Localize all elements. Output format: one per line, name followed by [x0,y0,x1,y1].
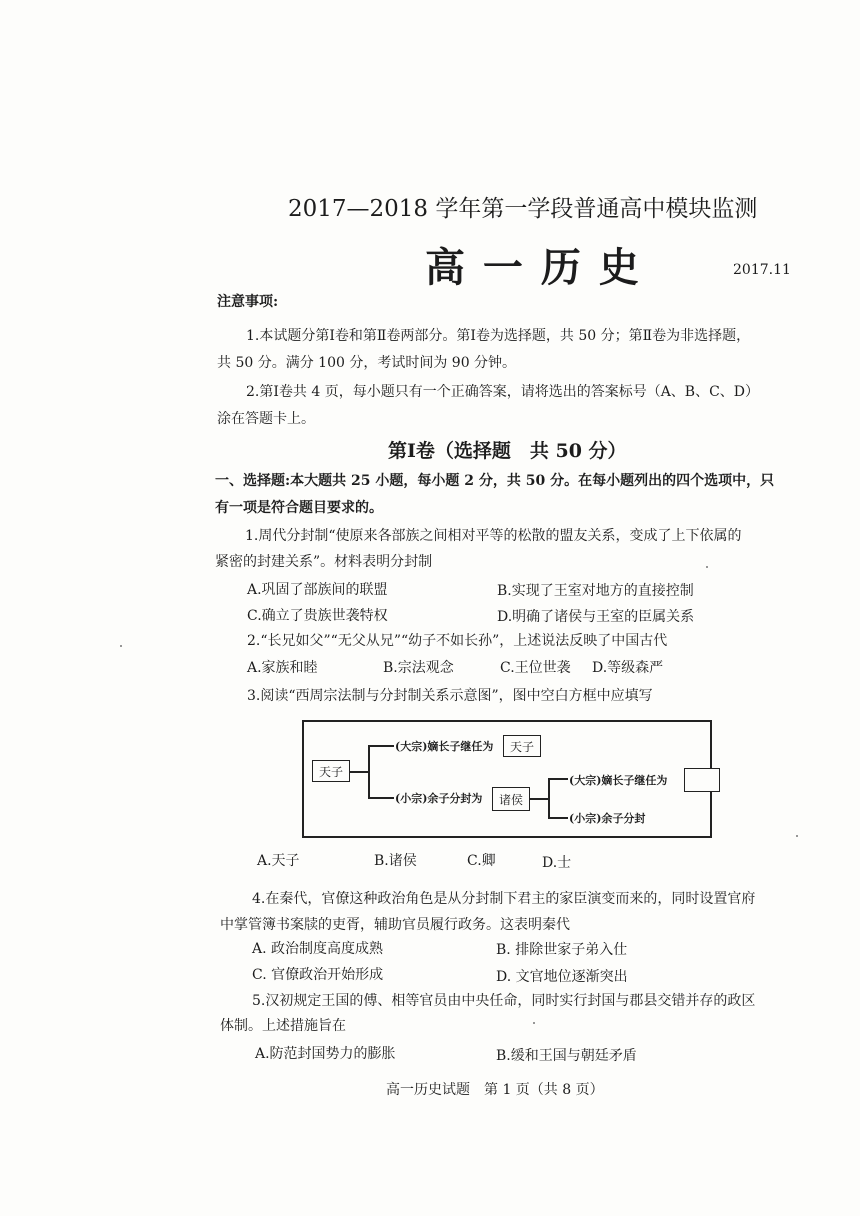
question-4-option-b: B. 排除世家子弟入仕 [496,942,628,958]
diagram-connector [530,798,548,800]
diagram-lower-branch-label: (小宗)余子分封为 [395,792,483,805]
question-2-option-c: C.王位世袭 [500,660,571,676]
diagram-connector [548,817,568,819]
diagram-connector [368,745,370,798]
question-2-line-1: 2.“长兄如父”“无父从兄”“幼子不如长孙”，上述说法反映了中国古代 [247,633,668,649]
question-4-option-d: D. 文官地位逐渐突出 [496,969,628,985]
diagram-connector [548,778,568,780]
diagram-sub-upper-label: (大宗)嫡长子继任为 [569,774,668,787]
question-5-option-a: A.防范封国势力的膨胀 [255,1046,396,1062]
question-3-line-1: 3.阅读“西周宗法制与分封制关系示意图”，图中空白方框中应填写 [247,688,653,704]
question-2-option-b: B.宗法观念 [383,660,454,676]
question-1-option-a: A.巩固了部族间的联盟 [247,582,388,598]
question-1-option-b: B.实现了王室对地方的直接控制 [497,583,694,599]
notice-item-1-line-1: 1.本试题分第Ⅰ卷和第Ⅱ卷两部分。第Ⅰ卷为选择题，共 50 分；第Ⅱ卷为非选择题， [246,328,751,344]
question-5-line-2: 体制。上述措施旨在 [220,1018,346,1034]
notice-item-1-line-2: 共 50 分。满分 100 分，考试时间为 90 分钟。 [217,355,517,371]
scan-speck [796,835,798,837]
exam-title: 2017—2018 学年第一学段普通高中模块监测 [288,196,758,222]
question-5-option-b: B.缓和王国与朝廷矛盾 [496,1048,637,1064]
diagram-lower-box: 诸侯 [492,787,530,811]
diagram-blank-box [684,768,720,792]
question-4-option-c: C. 官僚政治开始形成 [252,967,384,983]
question-4-line-2: 中掌管簿书案牍的吏胥，辅助官员履行政务。这表明秦代 [220,917,570,933]
question-1-option-c: C.确立了贵族世袭特权 [247,608,388,624]
question-2-option-d: D.等级森严 [592,660,664,676]
question-3-option-d: D.士 [542,855,572,871]
question-1-option-d: D.明确了诸侯与王室的臣属关系 [497,609,695,625]
diagram-connector [350,771,368,773]
question-4-option-a: A. 政治制度高度成熟 [252,941,384,957]
notice-item-2-line-2: 涂在答题卡上。 [217,411,315,427]
page-footer: 高一历史试题 第 1 页（共 8 页） [386,1082,604,1098]
question-5-line-1: 5.汉初规定王国的傅、相等官员由中央任命，同时实行封国与郡县交错并存的政区 [252,993,756,1009]
diagram-connector [368,797,394,799]
section-title: 第Ⅰ卷（选择题 共 50 分） [388,440,627,462]
question-1-line-2: 紧密的封建关系”。材料表明分封制 [215,554,433,570]
section-instructions-line-1: 一、选择题:本大题共 25 小题，每小题 2 分，共 50 分。在每小题列出的四个选项中，只 [215,473,775,489]
question-3-option-c: C.卿 [467,853,496,869]
section-instructions-line-2: 有一项是符合题目要求的。 [215,500,383,516]
notice-heading: 注意事项: [217,294,279,310]
diagram-root-box: 天子 [312,760,350,782]
exam-date: 2017.11 [733,262,791,278]
subject-title: 高 一 历 史 [425,244,641,291]
scan-speck [706,566,708,568]
question-1-line-1: 1.周代分封制“使原来各部族之间相对平等的松散的盟友关系，变成了上下依属的 [245,528,742,544]
notice-item-2-line-1: 2.第Ⅰ卷共 4 页，每小题只有一个正确答案，请将选出的答案标号（A、B、C、D） [246,384,760,400]
diagram-connector [368,745,394,747]
diagram-connector [548,778,550,818]
diagram-upper-box: 天子 [503,735,541,757]
scan-speck [533,1022,535,1024]
diagram-upper-branch-label: (大宗)嫡长子继任为 [395,740,494,753]
question-4-line-1: 4.在秦代，官僚这种政治角色是从分封制下君主的家臣演变而来的，同时设置官府 [252,891,756,907]
question-3-option-a: A.天子 [257,853,300,869]
question-2-option-a: A.家族和睦 [247,660,318,676]
scan-speck [120,645,122,647]
diagram-sub-lower-label: (小宗)余子分封 [569,812,646,825]
question-3-option-b: B.诸侯 [374,853,417,869]
